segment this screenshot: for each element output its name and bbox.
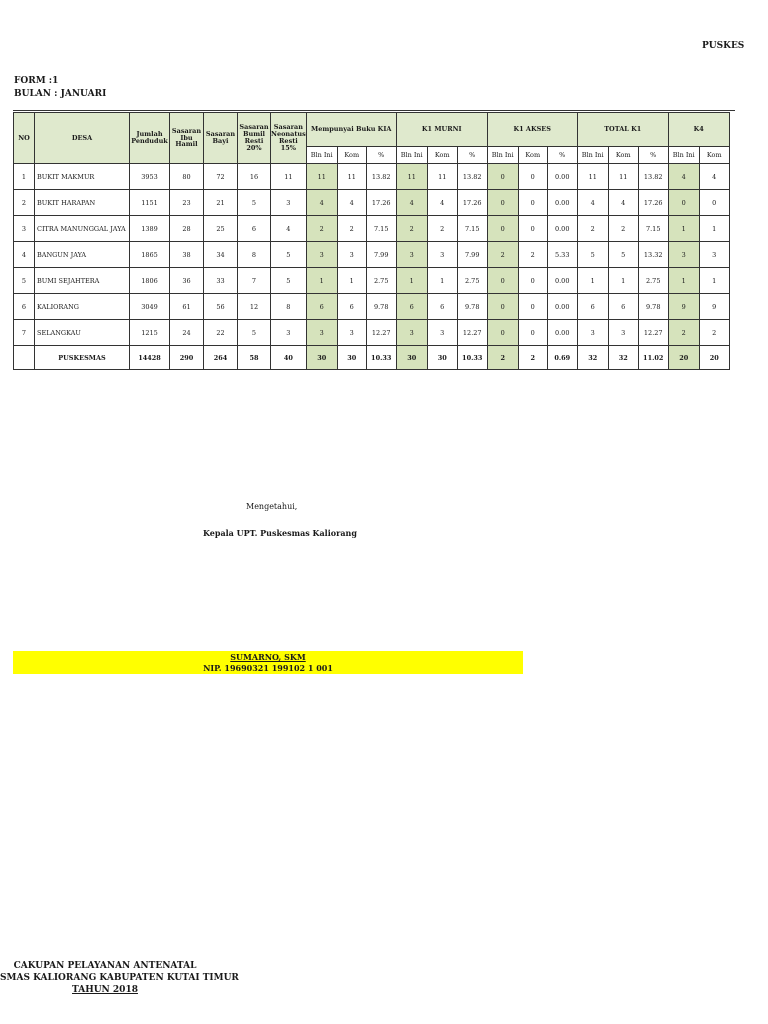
table-cell: 2 <box>337 216 366 242</box>
table-cell: 0.00 <box>547 320 577 346</box>
table-cell: 1 <box>14 164 35 190</box>
table-cell: 8 <box>238 242 271 268</box>
header-total-k1: TOTAL K1 <box>577 113 668 147</box>
table-cell: 3 <box>699 242 729 268</box>
header-bayi: Sasaran Bayi <box>204 113 238 164</box>
table-cell: 3049 <box>130 294 170 320</box>
table-cell: BUMI SEJAHTERA <box>35 268 130 294</box>
subheader-k1-murni-pct: % <box>457 147 487 164</box>
report-title <box>0 960 239 996</box>
table-cell: 1 <box>337 268 366 294</box>
table-cell: 7 <box>238 268 271 294</box>
table-cell: 14428 <box>130 346 170 370</box>
table-cell: 32 <box>608 346 638 370</box>
table-cell: CITRA MANUNGGAL JAYA <box>35 216 130 242</box>
table-cell: 290 <box>170 346 204 370</box>
table-cell: 0 <box>487 164 518 190</box>
table-cell: 5 <box>238 320 271 346</box>
header-penduduk: Jumlah Penduduk <box>130 113 170 164</box>
table-cell: 9 <box>699 294 729 320</box>
table-cell: 2 <box>608 216 638 242</box>
table-cell: 1 <box>699 216 729 242</box>
report-title-line-3: TAHUN 2018 <box>72 985 138 995</box>
header-desa: DESA <box>35 113 130 164</box>
table-cell: 5 <box>608 242 638 268</box>
table-cell: 4 <box>699 164 729 190</box>
table-cell: 33 <box>204 268 238 294</box>
table-cell: 3 <box>306 320 337 346</box>
table-cell: 0.00 <box>547 164 577 190</box>
table-cell: 3 <box>396 320 427 346</box>
report-title-line-2: SMAS KALIORANG KABUPATEN KUTAI TIMUR <box>0 973 239 983</box>
header-ibu-hamil: Sasaran Ibu Hamil <box>170 113 204 164</box>
table-cell: 7.99 <box>366 242 396 268</box>
table-cell: 6 <box>427 294 457 320</box>
table-cell: 11.02 <box>638 346 668 370</box>
table-cell: 264 <box>204 346 238 370</box>
table-cell: 17.26 <box>366 190 396 216</box>
table-cell: 9 <box>668 294 699 320</box>
table-cell: 1865 <box>130 242 170 268</box>
table-cell: 0 <box>518 216 547 242</box>
table-cell: 11 <box>337 164 366 190</box>
table-row <box>14 242 730 268</box>
table-cell: 6 <box>337 294 366 320</box>
table-cell: 61 <box>170 294 204 320</box>
table-cell: 0 <box>518 268 547 294</box>
table-cell: 0.00 <box>547 190 577 216</box>
table-cell: 4 <box>14 242 35 268</box>
acknowledgement-label: Mengetahui, <box>246 502 298 511</box>
table-cell: 6 <box>608 294 638 320</box>
table-cell: 20 <box>668 346 699 370</box>
table-cell: 0 <box>487 320 518 346</box>
table-cell: 3 <box>668 242 699 268</box>
signatory-name: SUMARNO, SKM <box>230 652 306 662</box>
table-cell: 6 <box>396 294 427 320</box>
subheader-k1-murni-kom: Kom <box>427 147 457 164</box>
table-cell: 7.15 <box>457 216 487 242</box>
table-cell: 2 <box>427 216 457 242</box>
table-cell: 10.33 <box>366 346 396 370</box>
table-cell: 0 <box>518 320 547 346</box>
table-cell: 0 <box>487 268 518 294</box>
subheader-buku-kia-kom: Kom <box>337 147 366 164</box>
table-cell: 2 <box>14 190 35 216</box>
table-cell: 12.27 <box>457 320 487 346</box>
report-title-line-1: CAKUPAN PELAYANAN ANTENATAL <box>13 961 197 971</box>
form-label: FORM :1 <box>14 76 59 86</box>
table-cell: 2 <box>306 216 337 242</box>
header-neonatus-resti: Sasaran Neonatus Resti 15% <box>271 113 307 164</box>
subheader-k4-bln-ini: Bln Ini <box>668 147 699 164</box>
table-cell: 34 <box>204 242 238 268</box>
table-cell: 3 <box>427 320 457 346</box>
table-cell: 0 <box>668 190 699 216</box>
table-cell: 4 <box>306 190 337 216</box>
table-cell: SELANGKAU <box>35 320 130 346</box>
table-cell: 0.69 <box>547 346 577 370</box>
table-cell: 20 <box>699 346 729 370</box>
table-cell: BANGUN JAYA <box>35 242 130 268</box>
table-cell: 2 <box>577 216 608 242</box>
table-cell: 11 <box>427 164 457 190</box>
header-k1-murni: K1 MURNI <box>396 113 487 147</box>
table-cell: 3 <box>396 242 427 268</box>
table-cell: 1 <box>306 268 337 294</box>
subheader-total-k1-bln-ini: Bln Ini <box>577 147 608 164</box>
table-cell: 40 <box>271 346 307 370</box>
table-cell: 0.00 <box>547 268 577 294</box>
table-cell: 1389 <box>130 216 170 242</box>
header-buku-kia: Mempunyai Buku KIA <box>306 113 396 147</box>
table-cell: 5 <box>577 242 608 268</box>
table-cell: 4 <box>337 190 366 216</box>
table-cell: 2.75 <box>638 268 668 294</box>
table-cell: 28 <box>170 216 204 242</box>
table-total-row <box>14 346 730 370</box>
table-row <box>14 320 730 346</box>
table-cell: 36 <box>170 268 204 294</box>
table-cell: 6 <box>238 216 271 242</box>
table-row <box>14 268 730 294</box>
table-cell: 21 <box>204 190 238 216</box>
table-cell: 2 <box>518 242 547 268</box>
table-cell: 58 <box>238 346 271 370</box>
table-cell: 30 <box>337 346 366 370</box>
table-cell: 1 <box>577 268 608 294</box>
table-cell: 5.33 <box>547 242 577 268</box>
table-cell: 2.75 <box>366 268 396 294</box>
table-cell: 0 <box>487 294 518 320</box>
table-cell: 3953 <box>130 164 170 190</box>
table-cell: 22 <box>204 320 238 346</box>
table-cell: 4 <box>271 216 307 242</box>
table-cell: 1 <box>608 268 638 294</box>
subheader-total-k1-pct: % <box>638 147 668 164</box>
table-cell: 12.27 <box>366 320 396 346</box>
table-cell: 3 <box>337 242 366 268</box>
table-cell: 5 <box>271 268 307 294</box>
table-cell: 80 <box>170 164 204 190</box>
table-cell: 7 <box>14 320 35 346</box>
header-k1-akses: K1 AKSES <box>487 113 577 147</box>
table-cell: 30 <box>427 346 457 370</box>
table-cell: 32 <box>577 346 608 370</box>
table-cell: 11 <box>577 164 608 190</box>
table-cell: 38 <box>170 242 204 268</box>
header-no: NO <box>14 113 35 164</box>
table-cell: 0.00 <box>547 294 577 320</box>
table-cell: 7.99 <box>457 242 487 268</box>
table-cell: 0 <box>518 190 547 216</box>
table-cell: 0 <box>518 164 547 190</box>
table-cell: 72 <box>204 164 238 190</box>
table-cell: KALIORANG <box>35 294 130 320</box>
table-cell: 4 <box>577 190 608 216</box>
table-cell: 56 <box>204 294 238 320</box>
table-cell: 4 <box>608 190 638 216</box>
table-cell: 24 <box>170 320 204 346</box>
subheader-buku-kia-pct: % <box>366 147 396 164</box>
table-cell: 6 <box>577 294 608 320</box>
table-cell: 2 <box>487 346 518 370</box>
subheader-total-k1-kom: Kom <box>608 147 638 164</box>
table-row <box>14 164 730 190</box>
table-cell: 0 <box>699 190 729 216</box>
table-cell: 1 <box>396 268 427 294</box>
table-cell: 12 <box>238 294 271 320</box>
table-cell: 2.75 <box>457 268 487 294</box>
coverage-table <box>13 112 730 370</box>
table-cell: 3 <box>14 216 35 242</box>
table-row <box>14 190 730 216</box>
table-cell: 12.27 <box>638 320 668 346</box>
table-cell: 6 <box>14 294 35 320</box>
signatory-nip: NIP. 19690321 199102 1 001 <box>203 663 333 673</box>
header-bumil-resti: Sasaran Bumil Resti 20% <box>238 113 271 164</box>
table-cell: 3 <box>271 190 307 216</box>
table-cell <box>14 346 35 370</box>
report-title-fragment: PUSKES <box>702 41 745 51</box>
table-cell: 2 <box>518 346 547 370</box>
top-divider <box>13 110 735 111</box>
table-cell: 3 <box>608 320 638 346</box>
table-cell: 30 <box>396 346 427 370</box>
table-cell: 9.78 <box>457 294 487 320</box>
table-cell: 8 <box>271 294 307 320</box>
table-row <box>14 294 730 320</box>
table-cell: 13.82 <box>366 164 396 190</box>
table-cell: 1215 <box>130 320 170 346</box>
table-cell: 10.33 <box>457 346 487 370</box>
table-cell: 0 <box>487 216 518 242</box>
table-cell: 1 <box>427 268 457 294</box>
table-cell: 4 <box>427 190 457 216</box>
table-cell: 11 <box>396 164 427 190</box>
table-cell: 3 <box>427 242 457 268</box>
subheader-buku-kia-bln-ini: Bln Ini <box>306 147 337 164</box>
table-cell: 3 <box>337 320 366 346</box>
table-cell: 9.78 <box>638 294 668 320</box>
table-cell: 2 <box>668 320 699 346</box>
table-cell: 13.82 <box>457 164 487 190</box>
month-label: BULAN : JANUARI <box>14 89 107 99</box>
table-cell: 17.26 <box>457 190 487 216</box>
subheader-k4-kom: Kom <box>699 147 729 164</box>
table-cell: 3 <box>271 320 307 346</box>
table-cell: 4 <box>396 190 427 216</box>
header-k4: K4 <box>668 113 729 147</box>
table-cell: 4 <box>668 164 699 190</box>
table-cell: 7.15 <box>366 216 396 242</box>
table-cell: 5 <box>14 268 35 294</box>
subheader-k1-akses-bln-ini: Bln Ini <box>487 147 518 164</box>
table-cell: 1806 <box>130 268 170 294</box>
subheader-k1-akses-pct: % <box>547 147 577 164</box>
table-cell: 0.00 <box>547 216 577 242</box>
subheader-k1-murni-bln-ini: Bln Ini <box>396 147 427 164</box>
table-cell: 2 <box>487 242 518 268</box>
table-cell: 16 <box>238 164 271 190</box>
table-cell: 30 <box>306 346 337 370</box>
table-cell: 23 <box>170 190 204 216</box>
table-cell: 9.78 <box>366 294 396 320</box>
table-cell: 5 <box>271 242 307 268</box>
table-cell: 0 <box>518 294 547 320</box>
table-cell: 5 <box>238 190 271 216</box>
table-cell: 13.32 <box>638 242 668 268</box>
table-cell: 7.15 <box>638 216 668 242</box>
table-cell: 25 <box>204 216 238 242</box>
table-cell: 3 <box>306 242 337 268</box>
table-cell: BUKIT MAKMUR <box>35 164 130 190</box>
table-cell: 13.82 <box>638 164 668 190</box>
table-cell: 1 <box>699 268 729 294</box>
table-cell: 11 <box>306 164 337 190</box>
subheader-k1-akses-kom: Kom <box>518 147 547 164</box>
table-cell: PUSKESMAS <box>35 346 130 370</box>
signatory-position: Kepala UPT. Puskesmas Kaliorang <box>203 528 357 538</box>
table-cell: 2 <box>699 320 729 346</box>
table-cell: 3 <box>577 320 608 346</box>
table-cell: 1 <box>668 268 699 294</box>
table-cell: 1151 <box>130 190 170 216</box>
table-cell: 0 <box>487 190 518 216</box>
table-cell: 2 <box>396 216 427 242</box>
table-cell: 6 <box>306 294 337 320</box>
table-cell: 17.26 <box>638 190 668 216</box>
table-cell: 11 <box>608 164 638 190</box>
table-cell: BUKIT HARAPAN <box>35 190 130 216</box>
table-row <box>14 216 730 242</box>
table-cell: 11 <box>271 164 307 190</box>
table-cell: 1 <box>668 216 699 242</box>
